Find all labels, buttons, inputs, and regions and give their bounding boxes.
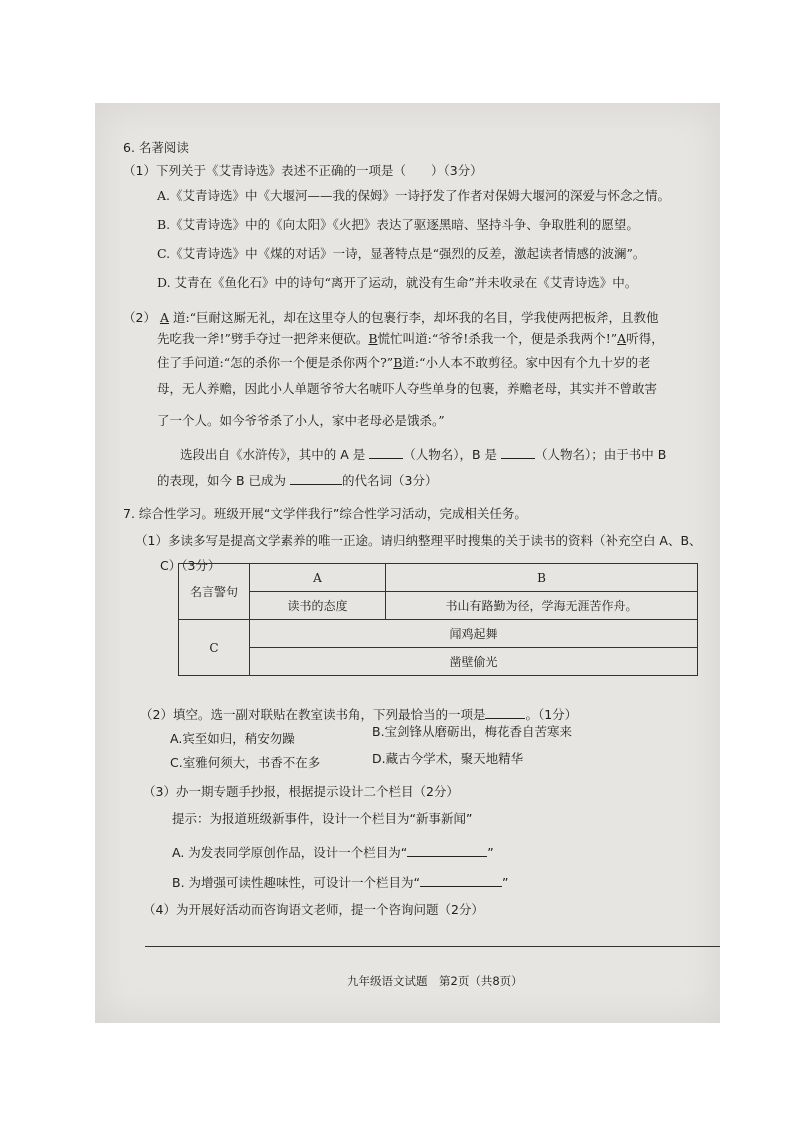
answer-blank-column-b[interactable] [420, 874, 502, 887]
q6-option-b: B.《艾青诗选》中的《向太阳》《火把》表达了驱逐黑暗、坚持斗争、争取胜利的愿望。 [157, 217, 639, 232]
q7-part3-option-a: A. 为发表同学原创作品，设计一个栏目为“ ” [172, 845, 494, 860]
q6-part2-passage-line4: 母，无人养赡，因此小人单题爷爷大名唬吓人夺些单身的包裹，养赡老母，其实并不曾敢害 [157, 381, 658, 396]
table-row1-header: 名言警句 [179, 564, 250, 620]
q7-part3-hint: 提示：为报道班级新事件，设计一个栏目为“新事新闻” [172, 811, 473, 826]
q6-part2-passage-line5: 了一个人。如今爷爷杀了小人，家中老母必是饿杀。” [157, 413, 445, 428]
page-footer: 九年级语文试题 第2页（共8页） [347, 974, 523, 988]
q7-title: 7. 综合性学习。班级开展“文学伴我行”综合性学习活动，完成相关任务。 [123, 506, 527, 521]
q7-part3-stem: （3）办一期专题手抄报，根据提示设计二个栏目（2分） [143, 784, 459, 799]
q6-part1-stem: （1）下列关于《艾青诗选》表述不正确的一项是（ ）（3分） [123, 163, 483, 178]
reading-materials-table [178, 563, 698, 676]
q7-option-d: D.藏古今学术，聚天地精华 [372, 751, 524, 766]
answer-blank-a[interactable] [369, 446, 403, 459]
q7-part1-stem-line2: C）（3分） [160, 558, 221, 573]
q7-part1-stem-line1: （1）多读多写是提高文学素养的唯一正途。请归纳整理平时搜集的关于读书的资料（补充空白 A、B、 [135, 533, 702, 548]
q6-part2-passage-line3: 住了手问道:“怎的杀你一个便是杀你两个?”B道:“小人本不敢剪径。家中因有个九十岁的老 [157, 355, 651, 370]
q6-part2-passage-line2: 先吃我一斧!”劈手夺过一把斧来便砍。B慌忙叫道:“爷爷!杀我一个，便是杀我两个!”A听得， [157, 331, 664, 346]
answer-blank-column-a[interactable] [407, 844, 487, 857]
q7-part4-stem: （4）为开展好活动而咨询语文老师，提一个咨询问题（2分） [143, 902, 484, 917]
q7-option-a: A.宾至如归，稍安勿躁 [170, 731, 295, 746]
q6-option-d: D. 艾青在《鱼化石》中的诗句“离开了运动，就没有生命”并未收录在《艾青诗选》中。 [157, 275, 638, 290]
q7-option-c: C.室雅何须大，书香不在多 [170, 755, 321, 770]
answer-blank-b[interactable] [501, 446, 535, 459]
q7-part2-stem: （2）填空。选一副对联贴在教室读书角，下列最恰当的一项是 。（1分） [140, 707, 578, 722]
table-cell-attitude: 读书的态度 [250, 592, 386, 620]
table-row2-header: C [179, 620, 250, 676]
q6-title: 6. 名著阅读 [123, 140, 189, 155]
table-cell-idiom-1: 闻鸡起舞 [250, 620, 698, 648]
q7-part3-option-b: B. 为增强可读性趣味性，可设计一个栏目为“ ” [172, 875, 509, 890]
footer-divider [145, 946, 720, 947]
answer-blank-couplet[interactable] [485, 706, 525, 719]
table-col-a-header: A [250, 564, 386, 592]
q6-part2-question-line2: 的表现，如今 B 已成为 的代名词（3分） [157, 473, 438, 488]
answer-blank-b-meaning[interactable] [290, 472, 342, 485]
q6-part2-passage-line1: （2） A 道:“巨耐这厮无礼，却在这里夺人的包裹行李，却坏我的名目，学我使两把板斧，且教他 [123, 310, 659, 325]
q7-option-b: B.宝剑锋从磨砺出，梅花香自苦寒来 [372, 724, 573, 739]
q6-option-a: A.《艾青诗选》中《大堰河——我的保姆》一诗抒发了作者对保姆大堰河的深爱与怀念之情。 [157, 188, 671, 203]
table-cell-idiom-2: 凿壁偷光 [250, 648, 698, 676]
q6-part2-question-line1: 选段出自《水浒传》，其中的 A 是 （人物名），B 是 （人物名）；由于书中 B [180, 447, 667, 462]
q6-option-c: C.《艾青诗选》中《煤的对话》一诗，显著特点是“强烈的反差，激起读者情感的波澜”。 [157, 246, 646, 261]
table-cell-quote: 书山有路勤为径，学海无涯苦作舟。 [386, 592, 698, 620]
table-col-b-header: B [386, 564, 698, 592]
